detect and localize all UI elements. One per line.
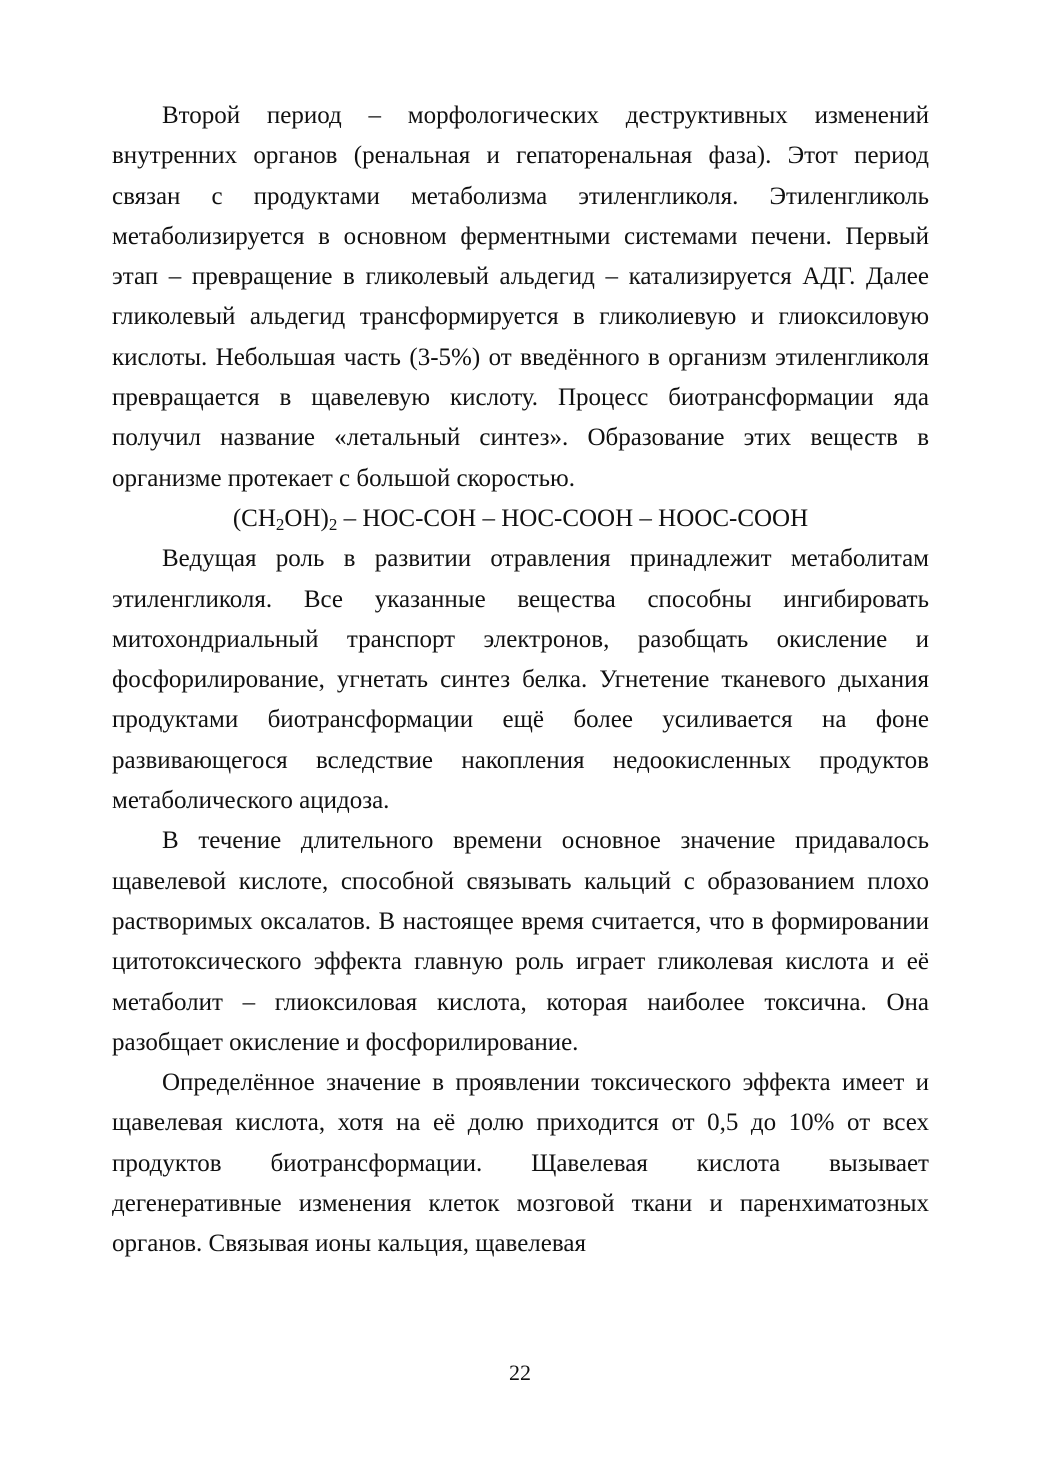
document-page: [112, 96, 929, 1265]
paragraph-second-period: Второй период – морфологических деструктивных изменений внутренних органов (ренальная и гепаторенальная фаза). Этот период связан с продуктами метаболизма этиленгликоля. Этиленгликоль метаболизируется в основном ферментными системами печени. Первый этап – превращение в гликолевый альдегид – катализируется АДГ. Далее гликолевый альдегид трансформируется в гликолиевую и глиоксиловую кислоты. Небольшая часть (3-5%) от введённого в организм этиленгликоля превращается в щавелевую кислоту. Процесс биотрансформации яда получил название «летальный синтез». Образование этих веществ в организме протекает с большой скоростью.: [112, 102, 929, 492]
chemical-formula: [112, 499, 929, 539]
formula-part-1: (CH: [232, 504, 276, 532]
formula-part-2: OH): [284, 504, 329, 532]
paragraph-oxalic-acid-effect: Определённое значение в проявлении токсического эффекта имеет и щавелевая кислота, хотя на её долю приходится от 0,5 до 10% от всех продуктов биотрансформации. Щавелевая кислота вызывает дегенеративные изменения клеток мозговой ткани и паренхиматозных органов. Связывая ионы кальция, щавелевая: [112, 1069, 929, 1258]
paragraph-oxalic-acid-history: В течение длительного времени основное значение придавалось щавелевой кислоте, способной связывать кальций с образованием плохо растворимых оксалатов. В настоящее время считается, что в формировании цитотоксического эффекта главную роль играет гликолевая кислота и её метаболит – глиоксиловая кислота, которая наиболее токсична. Она разобщает окисление и фосфорилирование.: [112, 827, 929, 1056]
page-number: 22: [509, 1360, 531, 1385]
formula-part-3: – HOC-COH – HOC-COOH – HOOC-COOH: [337, 504, 809, 532]
formula-subscript-1: 2: [275, 514, 285, 534]
formula-subscript-2: 2: [328, 514, 338, 534]
paragraph-metabolites-role: Ведущая роль в развитии отравления принадлежит метаболитам этиленгликоля. Все указанные вещества способны ингибировать митохондриальный транспорт электронов, разобщать окисление и фосфорилирование, угнетать синтез белка. Угнетение тканевого дыхания продуктами биотрансформации ещё более усиливается на фоне развивающегося вследствие накопления недоокисленных продуктов метаболического ацидоза.: [112, 545, 929, 815]
